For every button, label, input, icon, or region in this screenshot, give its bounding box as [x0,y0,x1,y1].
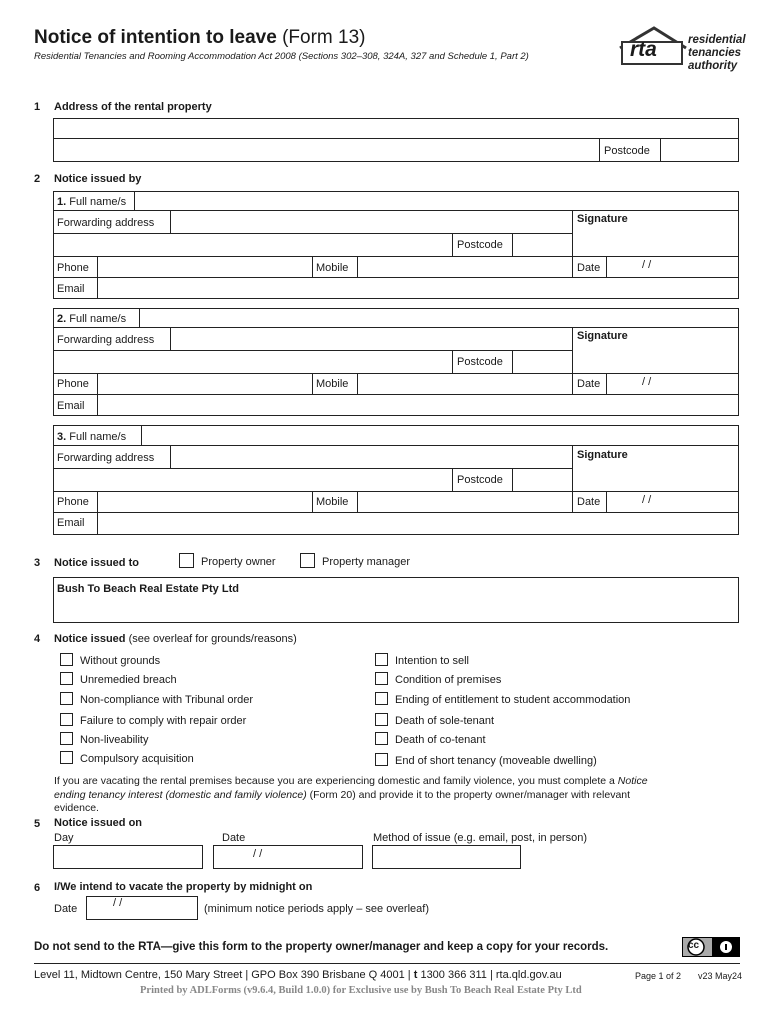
signature-label: Signature [577,213,628,225]
section-number: 3 [34,557,41,569]
postcode-field[interactable] [512,233,513,256]
address-field[interactable] [53,118,739,139]
section-title-text: Notice issued [54,633,126,645]
dv-form-name: Notice [617,775,648,787]
phone-label: Phone [57,378,89,390]
ground-label: Unremedied breach [80,674,177,686]
date-label: Date [54,903,78,915]
ground-checkbox[interactable] [60,692,73,705]
dv-text: evidence. [54,802,99,814]
ground-checkbox[interactable] [60,732,73,745]
property-owner-label: Property owner [201,556,276,568]
phone-field[interactable] [97,373,98,394]
date-field[interactable] [606,256,607,277]
form-number: (Form 13) [282,27,366,48]
date-separator: / / [253,848,263,860]
issued-to-value: Bush To Beach Real Estate Pty Ltd [57,583,239,595]
email-label: Email [57,400,85,412]
ground-label: Without grounds [80,655,161,667]
full-name-label: 3. Full name/s [57,431,127,443]
dv-notice [54,775,744,816]
ground-checkbox[interactable] [60,713,73,726]
day-field[interactable] [53,845,203,869]
page-number: Page 1 of 2 [635,971,682,981]
ground-checkbox[interactable] [60,751,73,764]
dv-form-name: ending tenancy interest (domestic and family violence) [54,788,307,801]
method-label: Method of issue (e.g. email, post, in person) [373,832,587,844]
section-title: Notice issued on [54,817,143,829]
forwarding-field[interactable] [170,210,171,234]
printed-by: Printed by ADLForms (v9.6.4, Build 1.0.0) for Exclusive use by Bush To Beach Real Estate Pty Ltd [140,985,582,996]
forwarding-field[interactable] [170,445,171,469]
date-separator: / / [642,494,652,506]
mobile-label: Mobile [316,378,349,390]
postcode-label: Postcode [604,145,650,157]
full-name-field[interactable] [139,308,140,328]
ground-label: Failure to comply with repair order [80,715,247,727]
date-field[interactable] [606,373,607,394]
ground-checkbox[interactable] [375,753,388,766]
mobile-field[interactable] [357,491,358,512]
date-label: Date [222,832,246,844]
forwarding-label: Forwarding address [57,217,155,229]
logo-text-line: residential [688,34,746,46]
postcode-field[interactable] [512,468,513,491]
notice-period-note: (minimum notice periods apply – see overleaf) [204,903,429,915]
tenant-block [53,308,739,416]
mobile-label: Mobile [316,262,349,274]
form-subtitle: Residential Tenancies and Rooming Accommodation Act 2008 (Sections 302–308, 324A, 327 and Schedule 1, Part 2) [34,51,529,62]
property-manager-label: Property manager [322,556,411,568]
section-number: 2 [34,173,41,185]
full-name-field[interactable] [141,425,142,446]
section-title: Address of the rental property [54,101,212,113]
full-name-label: 2. Full name/s [57,313,127,325]
footer-address-part: 1300 366 311 | rta.qld.gov.au [417,969,562,981]
footer-warning: Do not send to the RTA—give this form to the property owner/manager and keep a copy for your records. [34,941,609,953]
issue-date-field[interactable] [213,845,363,869]
signature-label: Signature [577,330,628,342]
ground-label: Intention to sell [395,655,469,667]
section-number: 6 [34,882,41,894]
method-field[interactable] [372,845,521,869]
section-title: I/We intend to vacate the property by midnight on [54,881,313,893]
date-label: Date [577,496,601,508]
ground-checkbox[interactable] [375,692,388,705]
ground-label: Death of sole-tenant [395,715,495,727]
footer-address-part: Level 11, Midtown Centre, 150 Mary Street | GPO Box 390 Brisbane Q 4001 | [34,969,414,981]
signature-label: Signature [577,449,628,461]
logo-text-line: tenancies [688,47,742,59]
full-name-label: 1. Full name/s [57,196,127,208]
mobile-label: Mobile [316,496,349,508]
ground-label: End of short tenancy (moveable dwelling) [395,755,597,767]
email-field[interactable] [97,512,98,535]
logo-text-line: authority [688,60,738,72]
day-label: Day [54,832,74,844]
dv-text: If you are vacating the rental premises because you are experiencing domestic and family violence, you must complete a [54,775,618,787]
phone-field[interactable] [97,256,98,277]
section-note: (see overleaf for grounds/reasons) [128,633,297,645]
date-label: Date [577,378,601,390]
ground-checkbox[interactable] [375,653,388,666]
phone-label: Phone [57,262,89,274]
ground-checkbox[interactable] [60,672,73,685]
email-field[interactable] [97,277,98,299]
footer-address [34,969,562,981]
version: v23 May24 [698,971,743,981]
postcode-field[interactable] [660,138,661,162]
form-title: Notice of intention to leave [34,27,277,48]
section-title: Notice issued to [54,557,139,569]
ground-checkbox[interactable] [375,732,388,745]
rta-logo [618,24,748,74]
ground-label: Condition of premises [395,674,502,686]
email-field[interactable] [97,394,98,416]
forwarding-field[interactable] [170,327,171,351]
ground-checkbox[interactable] [375,672,388,685]
section-number: 1 [34,101,41,113]
tenant-block [53,191,739,299]
section-number: 5 [34,818,41,830]
ground-label: Death of co-tenant [395,734,486,746]
full-name-field[interactable] [134,191,135,211]
footer-address-part: t [413,969,418,981]
ground-checkbox[interactable] [375,713,388,726]
ground-label: Ending of entitlement to student accommodation [395,694,631,706]
ground-checkbox[interactable] [60,653,73,666]
section-number: 4 [34,633,41,645]
vacate-date-field[interactable] [86,896,198,920]
tenant-block [53,425,739,535]
ground-label: Non-liveability [80,734,149,746]
postcode-label: Postcode [457,356,503,368]
phone-field[interactable] [97,491,98,512]
page-title [34,27,366,49]
email-label: Email [57,283,85,295]
section-title: Notice issued by [54,173,142,185]
cc-text: cc [688,940,700,951]
dv-text: (Form 20) and provide it to the property owner/manager with relevant [306,788,631,801]
forwarding-label: Forwarding address [57,452,155,464]
mobile-field[interactable] [357,256,358,277]
cc-license-icon [682,937,740,957]
email-label: Email [57,517,85,529]
date-label: Date [577,262,601,274]
date-separator: / / [642,259,652,271]
property-owner-checkbox[interactable] [179,553,194,568]
postcode-field[interactable] [512,350,513,373]
property-manager-checkbox[interactable] [300,553,315,568]
rta-logo-mark: rta [630,38,657,61]
postcode-label: Postcode [457,239,503,251]
postcode-label: Postcode [457,474,503,486]
date-field[interactable] [606,491,607,512]
phone-label: Phone [57,496,89,508]
ground-label: Compulsory acquisition [80,753,194,765]
forwarding-label: Forwarding address [57,334,155,346]
date-separator: / / [642,376,652,388]
section-title [54,633,297,645]
ground-label: Non-compliance with Tribunal order [80,694,254,706]
date-separator: / / [113,897,123,909]
mobile-field[interactable] [357,373,358,394]
